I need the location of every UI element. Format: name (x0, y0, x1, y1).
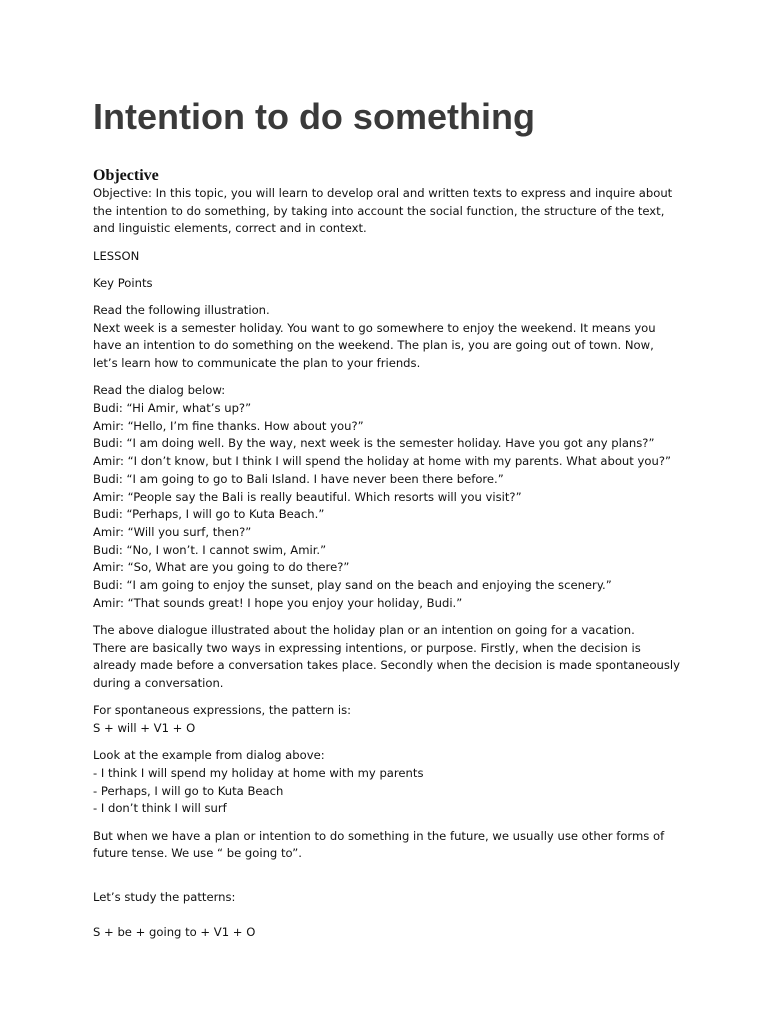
text-line: For spontaneous expressions, the pattern is: (93, 703, 352, 718)
text-line: during a conversation. (93, 676, 224, 691)
text-line: Next week is a semester holiday. You want to go somewhere to enjoy the weekend. It means you (93, 320, 656, 335)
lesson-label: LESSON (93, 248, 140, 263)
text-line: the intention to do something, by taking into account the social function, the structure of the text, (93, 203, 665, 218)
example-item: - I think I will spend my holiday at home with my parents (93, 765, 424, 780)
text-line: But when we have a plan or intention to do something in the future, we usually use other forms of (93, 828, 665, 843)
text-line: The above dialogue illustrated about the holiday plan or an intention on going for a vacation. (93, 622, 635, 637)
text-line: Read the following illustration. (93, 303, 270, 318)
pattern-formula-going-to: S + be + going to + V1 + O (93, 925, 256, 940)
text-line: Objective: In this topic, you will learn to develop oral and written texts to express and inquire about (93, 186, 673, 200)
objective-paragraph (93, 185, 683, 238)
dialog-line: Amir: “People say the Bali is really beautiful. Which resorts will you visit?” (93, 489, 522, 504)
dialog-line: Budi: “I am doing well. By the way, next week is the semester holiday. Have you got any plans?” (93, 436, 655, 451)
dialog-line: Read the dialog below: (93, 383, 226, 398)
text-line: have an intention to do something on the weekend. The plan is, you are going out of town. Now, (93, 338, 654, 353)
text-line: Look at the example from dialog above: (93, 748, 325, 763)
explanation-paragraph (93, 622, 683, 693)
dialog-line: Budi: “Hi Amir, what’s up?” (93, 401, 252, 416)
dialog-line: Amir: “I don’t know, but I think I will spend the holiday at home with my parents. What about you?” (93, 454, 671, 469)
text-line: and linguistic elements, correct and in context. (93, 221, 367, 236)
patterns-label: Let’s study the patterns: (93, 890, 236, 905)
dialog-line: Amir: “That sounds great! I hope you enjoy your holiday, Budi.” (93, 595, 463, 610)
plan-paragraph (93, 828, 683, 863)
dialog-line: Amir: “So, What are you going to do there?” (93, 560, 350, 575)
text-line: let’s learn how to communicate the plan to your friends. (93, 356, 421, 371)
document-body (93, 185, 683, 951)
pattern-formula-will: S + will + V1 + O (93, 720, 196, 735)
objective-heading: Objective (93, 167, 159, 184)
example-item: - Perhaps, I will go to Kuta Beach (93, 783, 284, 798)
text-line: There are basically two ways in expressing intentions, or purpose. Firstly, when the decision is (93, 640, 641, 655)
dialog-line: Budi: “I am going to enjoy the sunset, play sand on the beach and enjoying the scenery.” (93, 578, 612, 593)
text-line: future tense. We use “ be going to”. (93, 846, 302, 861)
page-title: Intention to do something (93, 96, 535, 137)
dialog-line: Budi: “Perhaps, I will go to Kuta Beach.” (93, 507, 325, 522)
spontaneous-paragraph (93, 702, 683, 737)
example-item: - I don’t think I will surf (93, 801, 227, 816)
text-line: already made before a conversation takes place. Secondly when the decision is made spontaneously (93, 658, 681, 673)
example-paragraph (93, 747, 683, 818)
dialog-line: Budi: “I am going to go to Bali Island. I have never been there before.” (93, 471, 504, 486)
dialog-line: Amir: “Hello, I’m fine thanks. How about you?” (93, 418, 364, 433)
dialog-paragraph (93, 382, 683, 612)
key-points-label: Key Points (93, 275, 153, 290)
dialog-line: Budi: “No, I won’t. I cannot swim, Amir.” (93, 542, 327, 557)
dialog-line: Amir: “Will you surf, then?” (93, 524, 252, 539)
intro-paragraph (93, 302, 683, 373)
